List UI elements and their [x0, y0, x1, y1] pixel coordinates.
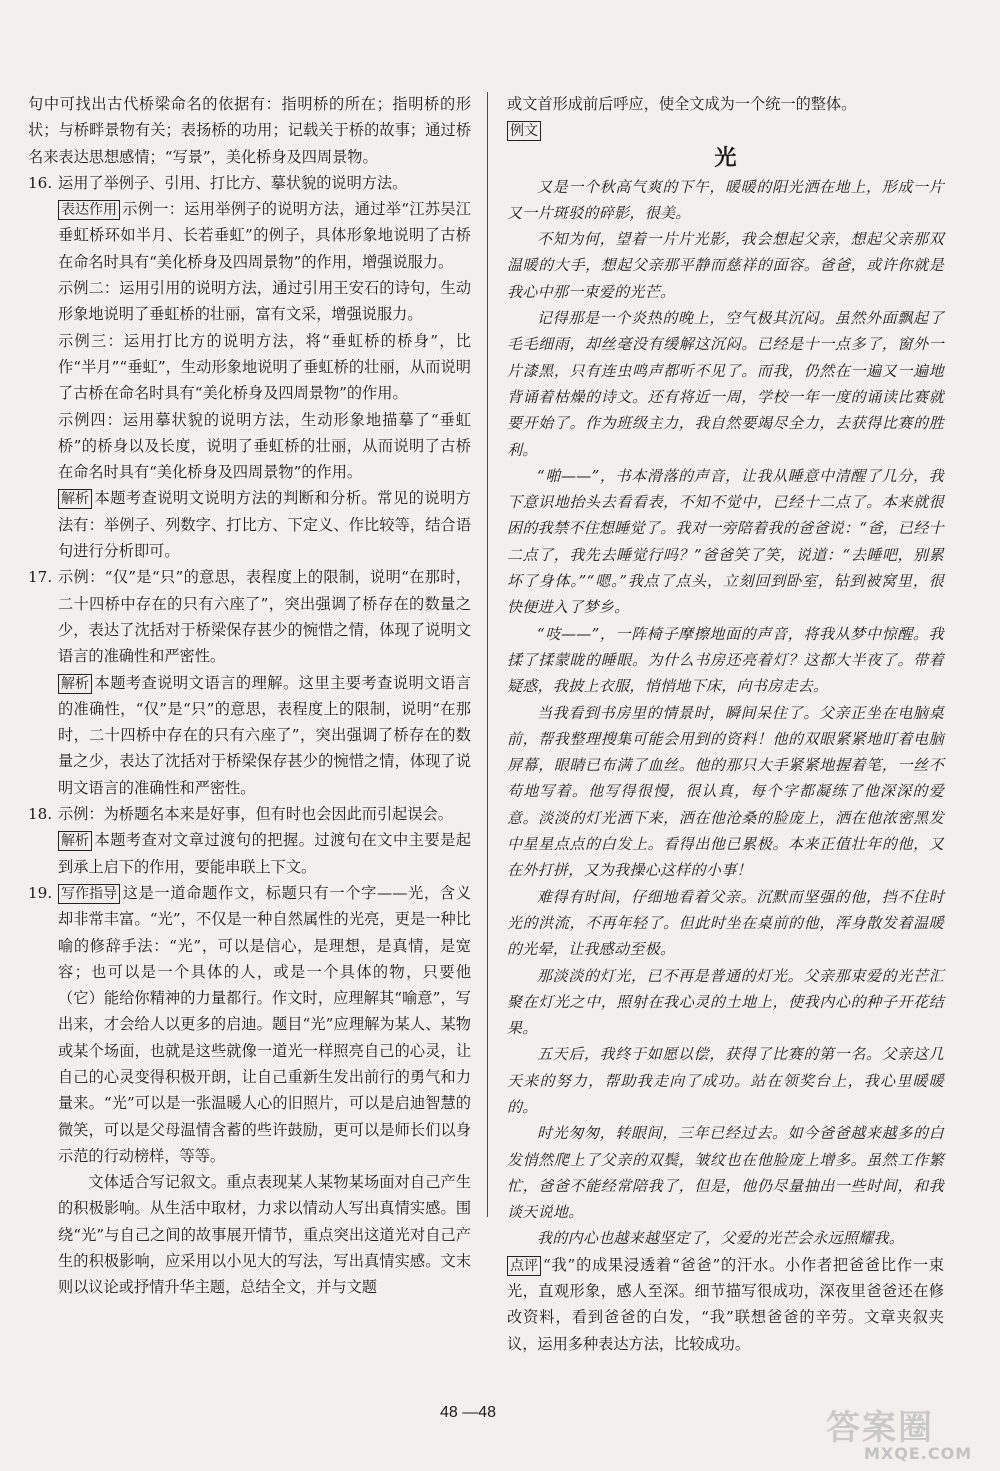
answer-17	[28, 564, 471, 801]
comment	[507, 1252, 944, 1357]
answer-19	[28, 880, 471, 1301]
tag-label: 解析	[58, 831, 92, 851]
essay-paragraph: 五天后，我终于如愿以偿，获得了比赛的第一名。父亲这几天来的努力，帮助我走向了成功。站在领奖台上，我心里暖暖的。	[507, 1045, 944, 1116]
example-essay	[507, 174, 944, 1252]
question-number: 17.	[28, 568, 53, 587]
page-number: 48 —48	[440, 1404, 497, 1421]
essay-paragraph: 难得有时间，仔细地看着父亲。沉默而坚强的他，挡不住时光的洪流，不再年轻了。但此时坐在桌前的他，浑身散发着温暖的光晕，让我感动至极。	[507, 887, 944, 959]
essay-paragraph: 时光匆匆，转眼间，三年已经过去。如今爸爸越来越多的白发悄然爬上了父亲的双鬓，皱纹也在他脸庞上增多。虽然工作繁忙，爸爸不能经常陪我了，但是，他仍尽量抽出一些时间，和我谈天说地。	[507, 1124, 944, 1222]
tag-label: 解析	[58, 674, 92, 694]
expression-effect	[58, 196, 471, 275]
essay-paragraph: “啪——”，书本滑落的声音，让我从睡意中清醒了几分，我下意识地抬头去看看表，不知不觉中，已经十二点了。本来就很困的我禁不住想睡觉了。我对一旁陪着我的爸爸说：“爸，已经十二点了，我先去睡觉行吗？”爸爸笑了笑，说道：“去睡吧，别累坏了身体。”“嗯。”我点了点头，立刻回到卧室，钻到被窝里，很快便进入了梦乡。	[507, 466, 944, 617]
analysis	[58, 827, 471, 880]
example-2: 示例二：运用引用的说明方法，通过引用王安石的诗句，生动形象地说明了垂虹桥的壮丽，富有文采，增强说服力。	[58, 279, 471, 324]
watermark-logo: 答案圈	[826, 1408, 934, 1448]
question-number: 19.	[28, 883, 53, 902]
writing-guide-continued: 或文首形成前后呼应，使全文成为一个统一的整体。	[507, 95, 857, 113]
essay-paragraph: 记得那是一个炎热的晚上，空气极其沉闷。虽然外面飘起了毛毛细雨，却丝毫没有缓解这沉闷。已经是十一点多了，窗外一片漆黑，只有连虫鸣声都听不见了。而我，仍然在一遍又一遍地背诵着枯燥的诗文。还有将近一周，学校一年一度的诵读比赛就要开始了。作为班级主力，我自然要竭尽全力，去获得比赛的胜利。	[507, 309, 944, 459]
essay-paragraph: 不知为何，望着一片片光影，我会想起父亲，想起父亲那双温暖的大手，想起父亲那平静而慈祥的面容。爸爸，或许你就是我心中那一束爱的光芒。	[507, 230, 944, 301]
essay-paragraph: 那淡淡的灯光，已不再是普通的灯光。父亲那束爱的光芒汇聚在灯光之中，照射在我心灵的土地上，使我内心的种子开花结果。	[507, 966, 944, 1038]
analysis-text: 本题考查说明文说明方法的判断和分析。常见的说明方法有：举例子、列数字、打比方、下定义、作比较等，结合语句进行分析即可。	[58, 489, 471, 561]
tag-label: 解析	[58, 489, 92, 509]
analysis-text: 本题考查对文章过渡句的把握。过渡句在文中主要是起到承上启下的作用，要能串联上下文。	[58, 831, 471, 876]
tag-label: 表达作用	[58, 200, 120, 220]
answer-text: 示例：为桥题名本来是好事，但有时也会因此而引起误会。	[58, 805, 453, 824]
answer-text: 运用了举例子、引用、打比方、摹状貌的说明方法。	[58, 173, 408, 192]
essay-paragraph: “吱——”，一阵椅子摩擦地面的声音，将我从梦中惊醒。我揉了揉蒙眬的睡眼。为什么书房还亮着灯？这都大半夜了。带着疑惑，我披上衣服，悄悄地下床，向书房走去。	[507, 624, 944, 696]
essay-paragraph: 又是一个秋高气爽的下午，暖暖的阳光洒在地上，形成一片又一片斑驳的碎影，很美。	[507, 177, 944, 222]
analysis	[58, 670, 471, 801]
tag-label: 点评	[507, 1256, 541, 1276]
question-number: 16.	[28, 173, 53, 192]
guide-text: 这是一道命题作文，标题只有一个字——光，含义却非常丰富。“光”，不仅是一种自然属性的光亮，更是一种比喻的修辞手法：“光”，可以是信心，是理想，是真情，是宽容；也可以是一个具体的人，或是一个具体的物，只要他（它）能给你精神的力量都行。作文时，应理解其“喻意”，写出来，才会给人以更多的启迪。题目“光”应理解为某人、某物或某个场面，也就是这些就像一道光一样照亮自己的心灵，让自己的心灵变得积极开朗，让自己重新生发出前行的勇气和力量来。“光”可以是一张温暖人心的旧照片，可以是启迪智慧的微笑，可以是父母温情含蓄的些许鼓励，更可以是师长们以身示范的行动榜样，等等。	[58, 883, 471, 1165]
analysis	[58, 485, 471, 564]
answer-15-tail: 句中可找出古代桥梁命名的依据有：指明桥的所在；指明桥的形状；与桥畔景物有关；表扬桥的功用；记载关于桥的故事；通过桥名来表达思想感情；“写景”，美化桥身及四周景物。	[28, 95, 471, 166]
answer-text: 示例：“仅”是“只”的意思，表程度上的限制，说明“在那时，二十四桥中存在的只有六座了”，突出强调了桥存在的数量之少，表达了沈括对于桥梁保存甚少的惋惜之情，体现了说明文语言的准确性和严密性。	[58, 568, 471, 666]
watermark-url: MXQE.COM	[864, 1444, 973, 1463]
answer-16	[28, 170, 471, 564]
question-number: 18.	[28, 805, 53, 824]
right-column	[507, 91, 944, 1357]
analysis-text: 本题考查说明文语言的理解。这里主要考查说明文语言的准确性，“仅”是“只”的意思，表程度上的限制，说明“在那时，二十四桥中存在的只有六座了”，突出强调了桥存在的数量之少，表达了沈括对于桥梁保存甚少的惋惜之情，体现了说明文语言的准确性和严密性。	[58, 673, 471, 797]
example-4: 示例四：运用摹状貌的说明方法，生动形象地描摹了“垂虹桥”的桥身以及长度，说明了垂虹桥的壮丽，从而说明了古桥在命名时具有“美化桥身及四周景物”的作用。	[58, 410, 471, 482]
essay-title: 光	[714, 145, 737, 171]
tag-label: 写作指导	[58, 884, 120, 904]
example-essay-label	[507, 117, 944, 143]
comment-text: “我”的成果浸透着“爸爸”的汗水。小作者把爸爸比作一束光，直观形象，感人至深。细节描写很成功，深夜里爸爸还在修改资料，看到爸爸的白发，“我”联想爸爸的辛劳。文章夹叙夹议，运用多种表达方法，比较成功。	[507, 1255, 944, 1353]
column-divider	[487, 92, 488, 1217]
left-column	[28, 91, 471, 1301]
tag-label: 例文	[507, 121, 541, 141]
example-1: 示例一：运用举例子的说明方法，通过举“江苏吴江垂虹桥环如半月、长若垂虹”的例子，具体形象地说明了古桥在命名时具有“美化桥身及四周景物”的作用，增强说服力。	[58, 200, 471, 271]
essay-paragraph: 我的内心也越来越坚定了，父爱的光芒会永远照耀我。	[537, 1229, 905, 1248]
writing-guide	[58, 880, 471, 1169]
example-3: 示例三：运用打比方的说明方法，将“垂虹桥的桥身”，比作“半月”“垂虹”，生动形象地说明了垂虹桥的壮丽，从而说明了古桥在命名时具有“美化桥身及四周景物”的作用。	[58, 331, 471, 403]
answer-18	[28, 801, 471, 880]
writing-guide-2: 文体适合写记叙文。重点表现某人某物某场面对自己产生的积极影响。从生活中取材，力求以情动人写出真情实感。围绕“光”与自己之间的故事展开情节，重点突出这道光对自己产生的积极影响，应采用以小见大的写法，写出真情实感。文末则以议论或抒情升华主题，总结全文，并与文题	[58, 1173, 471, 1297]
essay-paragraph: 当我看到书房里的情景时，瞬间呆住了。父亲正坐在电脑桌前，帮我整理搜集可能会用到的资料！他的双眼紧紧地盯着电脑屏幕，眼睛已布满了血丝。他的那只大手紧紧地握着笔，一丝不苟地写着。他写得很慢，很认真，每个字都凝练了他深深的爱意。淡淡的灯光洒下来，洒在他沧桑的脸庞上，洒在他浓密黑发中星星点点的白发上。看得出他已累极。本来正值壮年的他，又在外打拼，又为我操心这样的小事！	[507, 703, 944, 880]
